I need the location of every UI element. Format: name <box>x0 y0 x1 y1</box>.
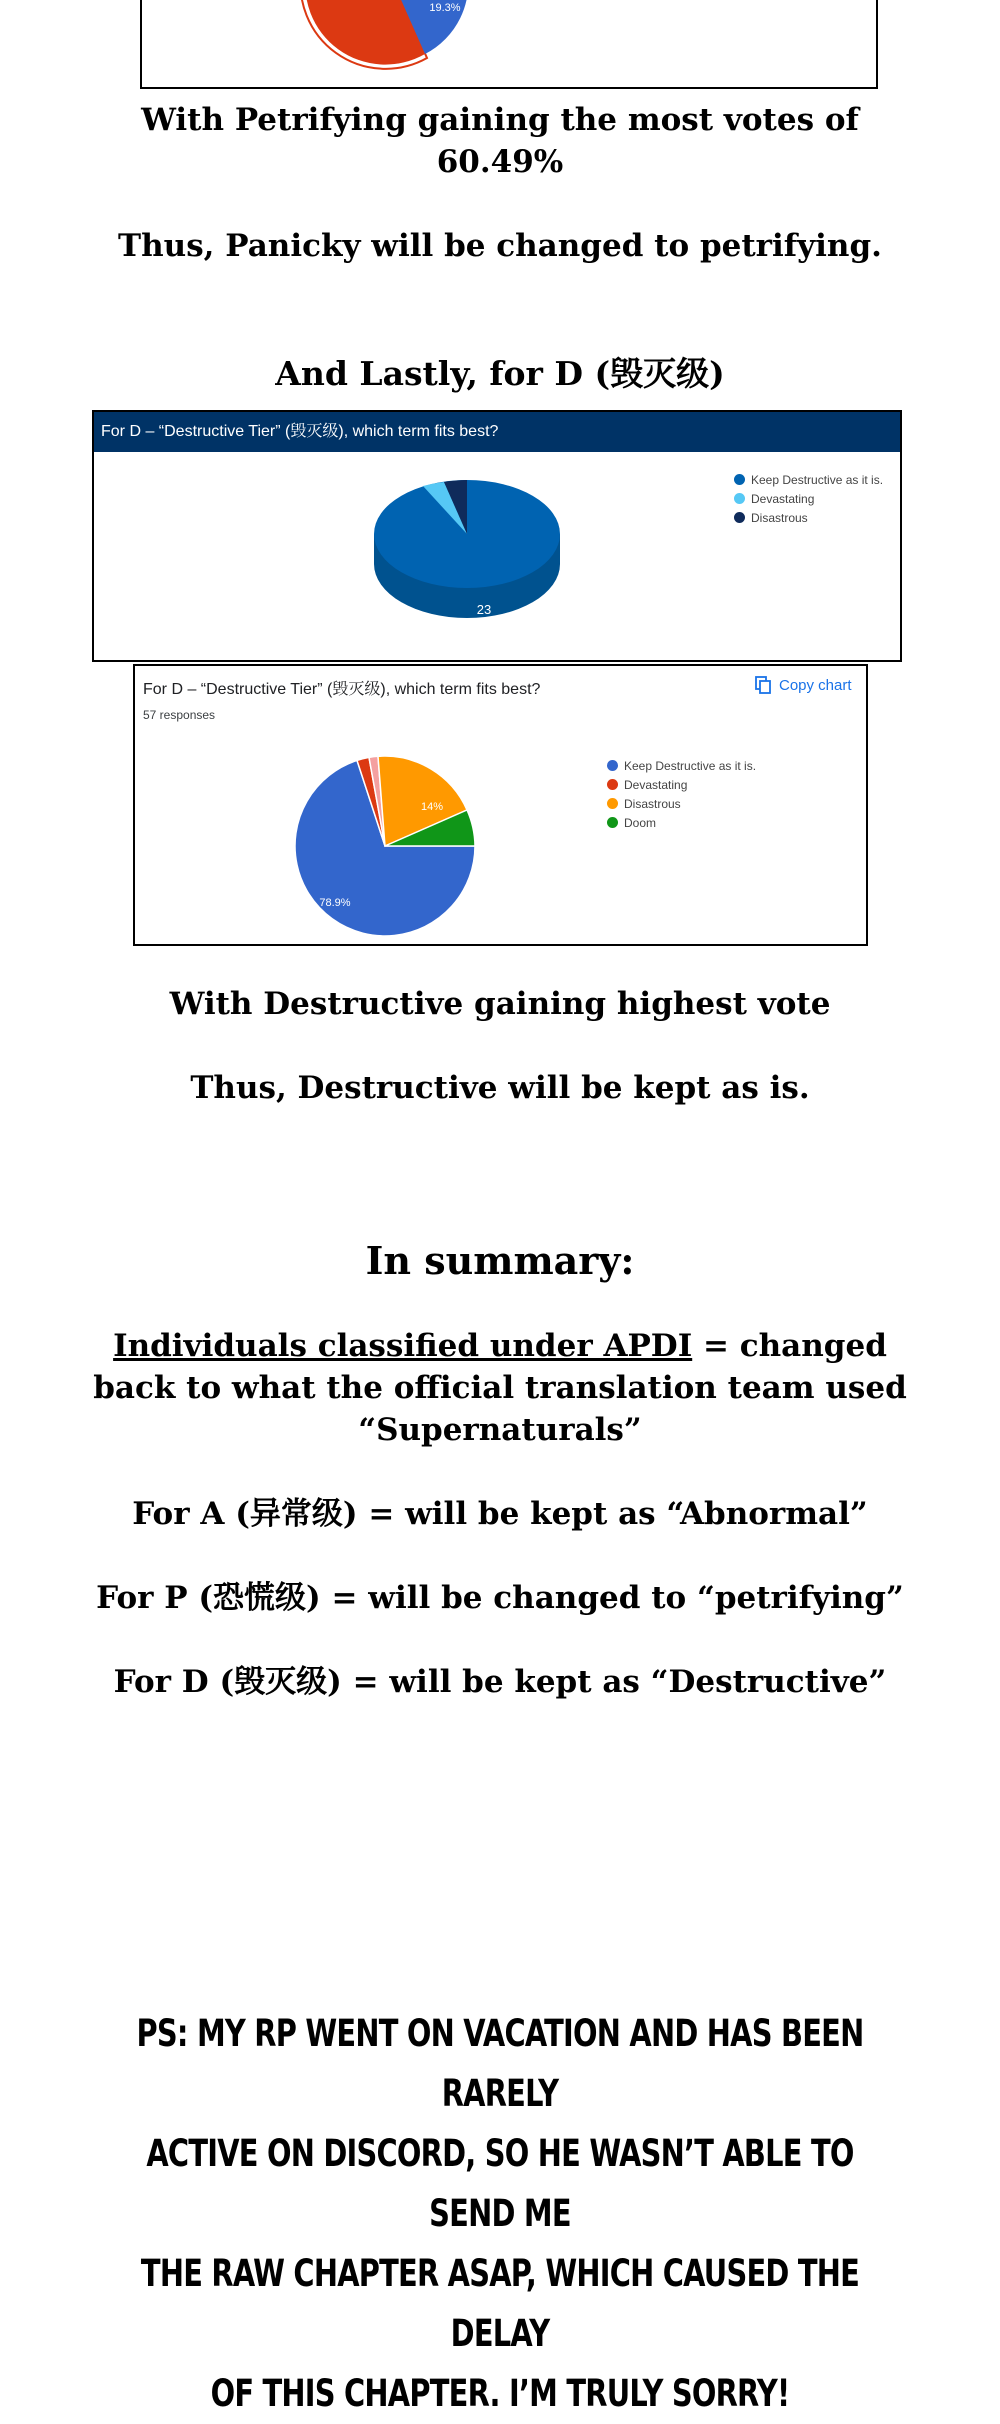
summary-a-prefix: For A (异常级) = will be kept as <box>132 1496 667 1532</box>
summary-p-prefix: For P (恐慌级) = will be changed to <box>96 1580 697 1616</box>
copy-chart-label: Copy chart <box>779 676 852 694</box>
summary-heading: In summary: <box>365 1238 635 1283</box>
legend-item <box>734 489 883 508</box>
summary-p-bold: “petrifying” <box>696 1580 904 1616</box>
copy-icon <box>755 676 771 694</box>
result-p-line1 <box>0 100 1000 140</box>
chart-3d-title: For D – “Destructive Tier” (毁灭级), which term fits best? <box>101 423 499 440</box>
legend-item <box>607 813 756 832</box>
thus-p-suffix: . <box>871 228 882 264</box>
responses-count: 57 responses <box>143 708 216 722</box>
summary-apdi-line2: back to what the official translation team used <box>93 1370 907 1406</box>
legend-label: Disastrous <box>624 796 681 811</box>
ps-line4: OF THIS CHAPTER. I’M TRULY SORRY! <box>210 2372 790 2415</box>
legend-label: Disastrous <box>751 510 808 525</box>
thus-p-prefix: Thus, Panicky will be changed to <box>118 228 700 264</box>
legend-label: Doom <box>624 815 657 830</box>
ps-note <box>0 2004 1000 2424</box>
legend-item <box>734 508 883 527</box>
apdi-underlined: Individuals classified under APDI <box>113 1328 693 1364</box>
chart-3d-box <box>92 410 902 662</box>
result-d-prefix: With <box>169 986 264 1022</box>
legend-dot <box>607 798 618 809</box>
pie-label-19: 19.3% <box>429 2 461 14</box>
legend-dot <box>734 474 745 485</box>
legend-label: Keep Destructive as it is. <box>624 758 757 773</box>
chart-forms-pie <box>235 716 535 936</box>
legend-label: Devastating <box>751 491 815 506</box>
legend-label: Devastating <box>624 777 688 792</box>
result-p-prefix: With <box>141 102 235 138</box>
chart-forms-title: For D – “Destructive Tier” (毁灭级), which term fits best? <box>143 681 541 698</box>
legend-dot <box>734 493 745 504</box>
summary-apdi-line1 <box>0 1325 1000 1367</box>
legend-dot <box>607 817 618 828</box>
heading-d: And Lastly, for D (毁灭级) <box>275 354 725 393</box>
legend-item <box>734 470 883 489</box>
result-p-thus <box>0 226 1000 266</box>
ps-line3: THE RAW CHAPTER ASAP, WHICH CAUSED THE DELAY <box>140 2252 860 2355</box>
legend-dot <box>734 512 745 523</box>
top-pie-chart <box>142 0 878 89</box>
pie-label-main: 78.9% <box>319 897 351 909</box>
ps-line1: PS: MY RP WENT ON VACATION AND HAS BEEN RARELY <box>136 2012 864 2115</box>
summary-p <box>0 1577 1000 1619</box>
thus-p-bold: petrifying <box>699 228 872 264</box>
summary-d <box>0 1661 1000 1703</box>
summary-a <box>0 1493 1000 1535</box>
legend-dot <box>607 779 618 790</box>
chart-3d-legend <box>734 470 883 527</box>
result-d-line1 <box>0 984 1000 1024</box>
legend-dot <box>607 760 618 771</box>
legend-label: Keep Destructive as it is. <box>751 472 884 487</box>
summary-d-bold: Destructive <box>668 1664 869 1700</box>
pie-3d-label: 23 <box>476 602 492 617</box>
chart-3d-header <box>94 412 900 452</box>
result-p-suffix: gaining the most votes of <box>406 102 859 138</box>
result-d-thus: Thus, Destructive will be kept as is. <box>190 1070 810 1106</box>
summary-apdi-line3: “Supernaturals” <box>358 1412 642 1448</box>
legend-item <box>607 775 756 794</box>
chart-forms-box <box>133 664 868 946</box>
result-p-line2: 60.49% <box>436 144 564 180</box>
pie-label-orange: 14% <box>420 801 444 813</box>
summary-a-bold: “Abnormal” <box>666 1496 868 1532</box>
result-d-bold: Destructive <box>263 986 464 1022</box>
copy-chart-button[interactable] <box>755 676 852 694</box>
legend-item <box>607 794 756 813</box>
legend-item <box>607 756 756 775</box>
ps-line2: ACTIVE ON DISCORD, SO HE WASN’T ABLE TO SEND ME <box>146 2132 854 2235</box>
summary-d-suffix: ” <box>868 1664 887 1700</box>
result-p-bold: Petrifying <box>234 102 407 138</box>
apdi-rest: = changed <box>692 1328 887 1364</box>
result-d-suffix: gaining highest vote <box>463 986 831 1022</box>
summary-d-prefix: For D (毁灭级) = will be kept as “ <box>113 1664 669 1700</box>
chart-forms-legend <box>607 756 756 832</box>
top-chart-box <box>140 0 878 89</box>
